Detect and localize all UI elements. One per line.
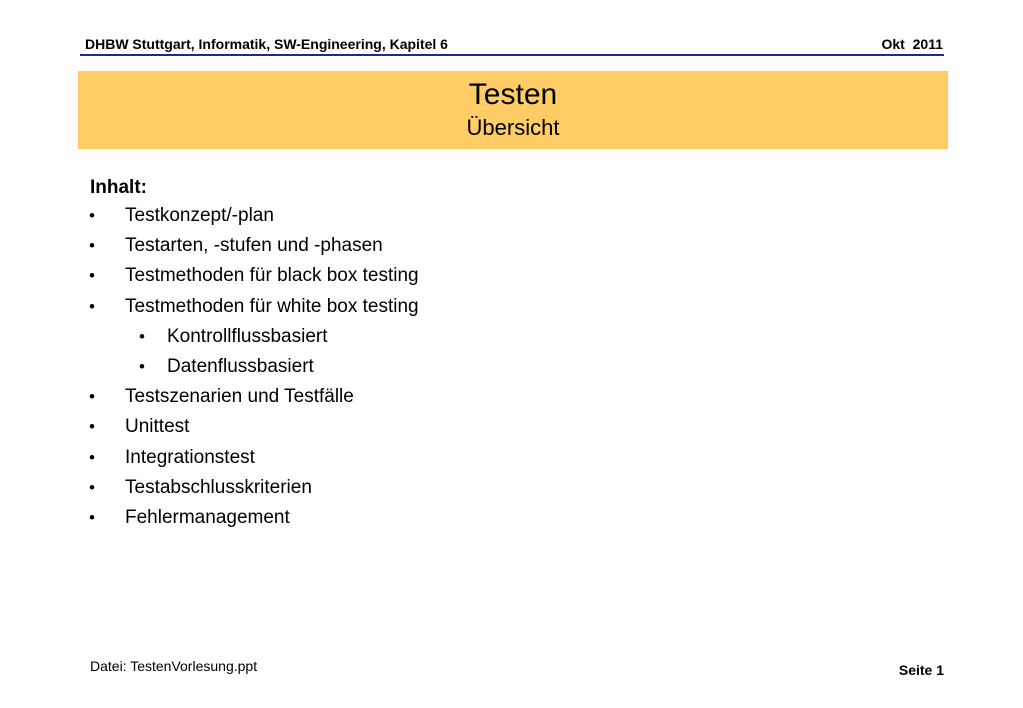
title-banner	[78, 71, 948, 149]
bullet-icon: •	[89, 236, 95, 256]
list-item-label: Testkonzept/-plan	[125, 205, 274, 226]
list-item-label: Unittest	[125, 416, 190, 438]
bullet-icon: •	[89, 447, 95, 467]
list-item-label: Testabschlusskriterien	[125, 476, 312, 498]
list-item-label: Testmethoden für black box testing	[125, 265, 419, 287]
bullet-icon: •	[89, 477, 95, 497]
sub-list-item-label: Datenflussbasiert	[167, 355, 314, 377]
content-heading: Inhalt:	[90, 177, 147, 198]
list-item-label: Testarten, -stufen und -phasen	[125, 235, 383, 257]
sub-list-item-label: Kontrollflussbasiert	[167, 325, 328, 347]
header-divider	[80, 54, 944, 56]
bullet-icon: •	[89, 266, 95, 286]
footer-filename: Datei: TestenVorlesung.ppt	[90, 658, 258, 674]
bullet-icon: •	[89, 296, 95, 316]
bullet-icon: •	[89, 507, 95, 527]
bullet-icon: •	[139, 356, 145, 376]
list-item-label: Testszenarien und Testfälle	[125, 386, 354, 408]
slide-title: Testen	[468, 78, 558, 111]
bullet-icon: •	[89, 417, 95, 437]
list-item-label: Integrationstest	[125, 446, 255, 468]
bullet-icon: •	[89, 206, 95, 225]
header-date: Okt 2011	[881, 36, 943, 52]
list-item-label: Fehlermanagement	[125, 506, 290, 528]
footer-page-number: Seite 1	[898, 662, 944, 678]
bullet-icon: •	[89, 387, 95, 407]
slide-subtitle: Übersicht	[466, 115, 560, 140]
list-item-label: Testmethoden für white box testing	[125, 295, 419, 317]
bullet-icon: •	[139, 326, 145, 346]
header-course-title: DHBW Stuttgart, Informatik, SW-Engineering, Kapitel 6	[85, 36, 448, 52]
